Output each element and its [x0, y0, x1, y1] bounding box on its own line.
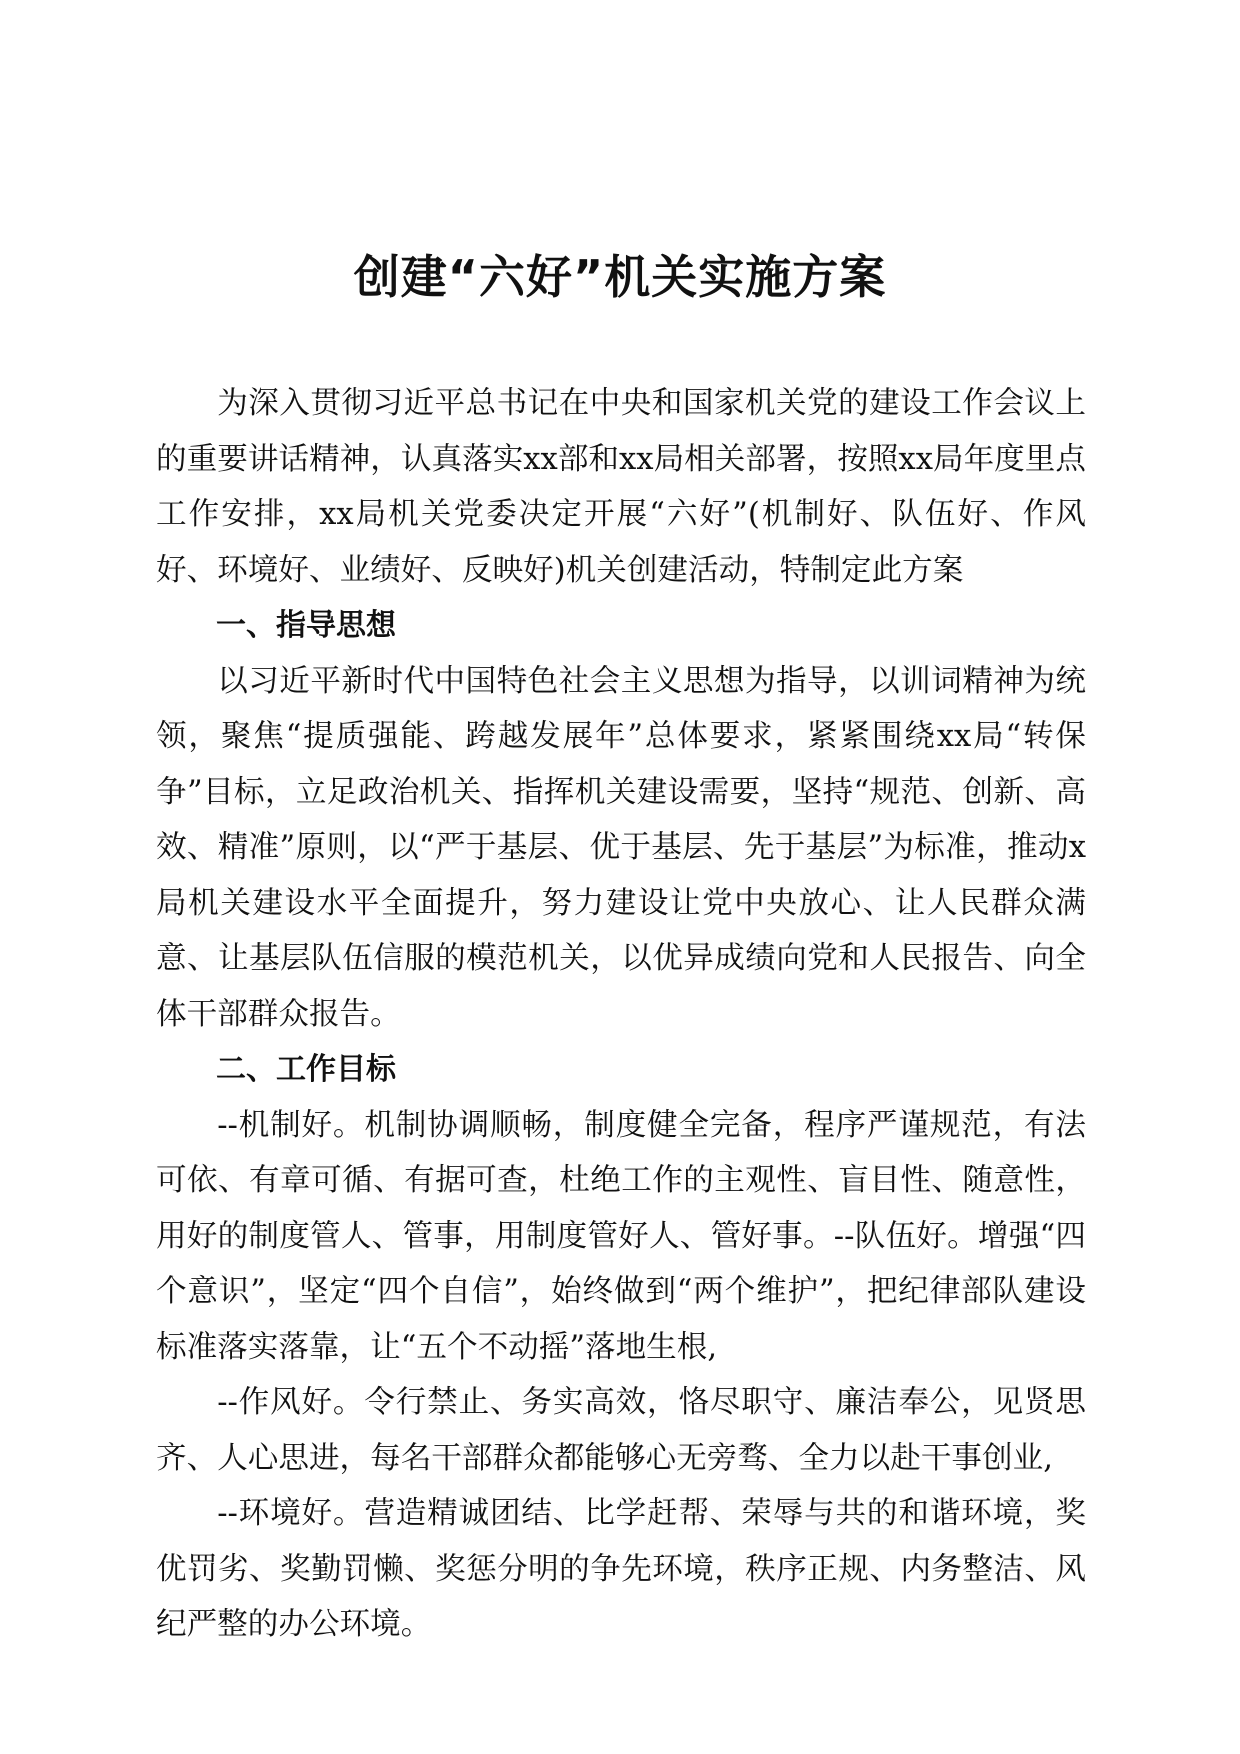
- guiding-thought-paragraph: 以习近平新时代中国特色社会主义思想为指导，以训词精神为统领，聚焦“提质强能、跨越发展年”总体要求，紧紧围绕xx局“转保争”目标，立足政治机关、指挥机关建设需要，坚持“规范、创新、高效、精准”原则，以“严于基层、优于基层、先于基层”为标准，推动x局机关建设水平全面提升，努力建设让党中央放心、让人民群众满意、让基层队伍信服的模范机关，以优异成绩向党和人民报告、向全体干部群众报告。: [156, 663, 1086, 1032]
- section-heading-work-goals: 二、工作目标: [216, 1052, 396, 1087]
- document-body: [156, 376, 1086, 1653]
- goal-environment-paragraph: --环境好。营造精诚团结、比学赶帮、荣辱与共的和谐环境，奖优罚劣、奖勤罚懒、奖惩分明的争先环境，秩序正规、内务整洁、风纪严整的办公环境。: [156, 1496, 1086, 1642]
- section-heading-guiding-thought: 一、指导思想: [216, 608, 396, 643]
- document-title: 创建“六好”机关实施方案: [353, 250, 887, 304]
- intro-paragraph: 为深入贯彻习近平总书记在中央和国家机关党的建设工作会议上的重要讲话精神，认真落实xx部和xx局相关部署，按照xx局年度里点工作安排，xx局机关党委决定开展“六好”(机制好、队伍好、作风好、环境好、业绩好、反映好)机关创建活动，特制定此方案: [156, 386, 1086, 588]
- goal-mechanism-team-paragraph: --机制好。机制协调顺畅，制度健全完备，程序严谨规范，有法可依、有章可循、有据可查，杜绝工作的主观性、盲目性、随意性，用好的制度管人、管事，用制度管好人、管好事。--队伍好。增强“四个意识”，坚定“四个自信”，始终做到“两个维护”，把纪律部队建设标准落实落靠，让“五个不动摇”落地生根,: [156, 1107, 1086, 1365]
- goal-style-paragraph: --作风好。令行禁止、务实高效，恪尽职守、廉洁奉公，见贤思齐、人心思进，每名干部群众都能够心无旁骛、全力以赴干事创业,: [156, 1385, 1086, 1476]
